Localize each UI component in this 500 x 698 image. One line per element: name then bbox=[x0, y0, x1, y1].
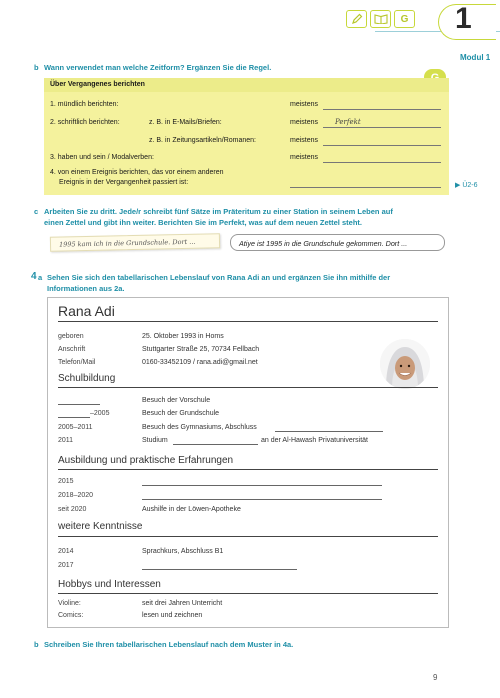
module-number: 1 bbox=[455, 2, 472, 35]
rule-row-3-word: meistens bbox=[290, 137, 319, 144]
speech-bubble: Atiye ist 1995 in die Grundschule gekommen. Dort ... bbox=[230, 234, 445, 251]
workbook-ref-text: Ü2-6 bbox=[462, 182, 478, 189]
exercise-4a-letter: a bbox=[38, 273, 43, 282]
cv-training-3-value: Aushilfe in der Löwen-Apotheke bbox=[142, 506, 241, 513]
cv-school-3-blank[interactable] bbox=[275, 431, 383, 432]
cv-training-2-label: 2018–2020 bbox=[58, 492, 94, 499]
exercise-b-letter: b bbox=[34, 63, 39, 72]
cv-school-title: Schulbildung bbox=[58, 373, 116, 384]
exercise-b-instruction: Wann verwendet man welche Zeitform? Ergänzen Sie die Regel. bbox=[44, 63, 272, 72]
rule-box-title: Über Vergangenes berichten bbox=[44, 78, 449, 92]
book-icon bbox=[370, 10, 391, 28]
cv-skills-2-label: 2017 bbox=[58, 562, 74, 569]
cv-skills-rule bbox=[58, 536, 438, 537]
exercise-4a-line1: Sehen Sie sich den tabellarischen Lebenslauf von Rana Adi an und ergänzen Sie ihn mithilfe der bbox=[47, 273, 391, 282]
module-label: Modul 1 bbox=[460, 53, 491, 62]
rule-row-4-blank[interactable] bbox=[323, 162, 441, 163]
pencil-icon bbox=[346, 10, 367, 28]
cv-school-rule bbox=[58, 387, 438, 388]
exercise-c-line1: Arbeiten Sie zu dritt. Jede/r schreibt fünf Sätze im Präteritum zu einer Station in seinem Leben auf bbox=[44, 207, 393, 216]
cv-training-2-blank[interactable] bbox=[142, 499, 382, 500]
cv-school-3-label: 2005–2011 bbox=[58, 424, 93, 431]
page-number: 9 bbox=[433, 673, 438, 682]
grammar-g-icon: G bbox=[394, 10, 415, 28]
rule-row-2-label: 2. schriftlich berichten: bbox=[50, 119, 120, 126]
cv-hobby-1-value: seit drei Jahren Unterricht bbox=[142, 600, 223, 607]
cv-hobbies-title: Hobbys und Interessen bbox=[58, 579, 161, 590]
rule-row-2-answer: Perfekt bbox=[335, 118, 361, 126]
cv-training-1-blank[interactable] bbox=[142, 485, 382, 486]
cv-school-4-value2: an der Al-Hawash Privatuniversität bbox=[261, 437, 368, 444]
cv-hobby-2-label: Comics: bbox=[58, 612, 84, 619]
workbook-ref: ▶ Ü2-6 bbox=[455, 182, 478, 189]
skill-icons bbox=[346, 10, 420, 28]
exercise-4-number: 4 bbox=[31, 271, 37, 282]
cv-contact-value: 0160-33452109 / rana.adi@gmail.net bbox=[142, 359, 258, 366]
rule-row-5-line2: Ereignis in der Vergangenheit passiert ist: bbox=[59, 179, 189, 186]
cv-name-rule bbox=[58, 321, 438, 322]
rule-row-1-label: 1. mündlich berichten: bbox=[50, 101, 119, 108]
cv-training-3-label: seit 2020 bbox=[58, 506, 87, 513]
cv-training-rule bbox=[58, 469, 438, 470]
cv-skills-1-label: 2014 bbox=[58, 548, 74, 555]
exercise-c-line2: einen Zettel und gibt ihn weiter. Berichten Sie im Perfekt, was auf dem neuen Zettel steht. bbox=[44, 218, 362, 227]
cv-born-value: 25. Oktober 1993 in Homs bbox=[142, 333, 224, 340]
cv-school-3-value: Besuch des Gymnasiums, Abschluss bbox=[142, 424, 257, 431]
cv-school-4-blank[interactable] bbox=[173, 444, 258, 445]
cv-school-2-blank[interactable] bbox=[58, 417, 90, 418]
rule-row-2-word: meistens bbox=[290, 119, 319, 126]
cv-school-4-label: 2011 bbox=[58, 437, 74, 444]
cv-training-1-label: 2015 bbox=[58, 478, 74, 485]
cv-name: Rana Adi bbox=[58, 303, 115, 319]
cv-skills-1-value: Sprachkurs, Abschluss B1 bbox=[142, 548, 224, 555]
cv-school-4-value: Studium bbox=[142, 437, 168, 444]
exercise-c-letter: c bbox=[34, 207, 39, 216]
rule-row-2-sub: z. B. in E-Mails/Briefen: bbox=[149, 119, 222, 126]
exercise-4b-instruction: Schreiben Sie Ihren tabellarischen Lebenslauf nach dem Muster in 4a. bbox=[44, 640, 294, 649]
avatar bbox=[380, 339, 430, 389]
rule-row-2-blank[interactable] bbox=[323, 127, 441, 128]
rule-row-5-line1: 4. von einem Ereignis berichten, das vor einem anderen bbox=[50, 169, 224, 176]
rule-row-1-word: meistens bbox=[290, 101, 319, 108]
note-paper: 1995 kam ich in die Grundschule. Dort ... bbox=[50, 233, 220, 252]
cv-contact-label: Telefon/Mail bbox=[58, 359, 96, 366]
rule-row-1-blank[interactable] bbox=[323, 109, 441, 110]
rule-row-4-label: 3. haben und sein / Modalverben: bbox=[50, 154, 154, 161]
rule-row-4-word: meistens bbox=[290, 154, 319, 161]
cv-address-label: Anschrift bbox=[58, 346, 86, 353]
cv-school-2-label: –2005 bbox=[90, 410, 110, 417]
rule-row-5-blank[interactable] bbox=[290, 187, 441, 188]
cv-school-1-blank[interactable] bbox=[58, 404, 100, 405]
cv-hobby-1-label: Violine: bbox=[58, 600, 81, 607]
cv-born-label: geboren bbox=[58, 333, 84, 340]
rule-row-3-sub: z. B. in Zeitungsartikeln/Romanen: bbox=[149, 137, 256, 144]
cv-skills-title: weitere Kenntnisse bbox=[58, 521, 143, 532]
cv-hobby-2-value: lesen und zeichnen bbox=[142, 612, 203, 619]
cv-skills-2-blank[interactable] bbox=[142, 569, 297, 570]
cv-hobbies-rule bbox=[58, 593, 438, 594]
rule-row-3-blank[interactable] bbox=[323, 145, 441, 146]
exercise-4a-line2: Informationen aus 2a. bbox=[47, 284, 125, 293]
cv-address-value: Stuttgarter Straße 25, 70734 Fellbach bbox=[142, 346, 260, 353]
cv-school-1-value: Besuch der Vorschule bbox=[142, 397, 211, 404]
exercise-4b-letter: b bbox=[34, 640, 39, 649]
cv-training-title: Ausbildung und praktische Erfahrungen bbox=[58, 455, 234, 466]
cv-school-2-value: Besuch der Grundschule bbox=[142, 410, 220, 417]
